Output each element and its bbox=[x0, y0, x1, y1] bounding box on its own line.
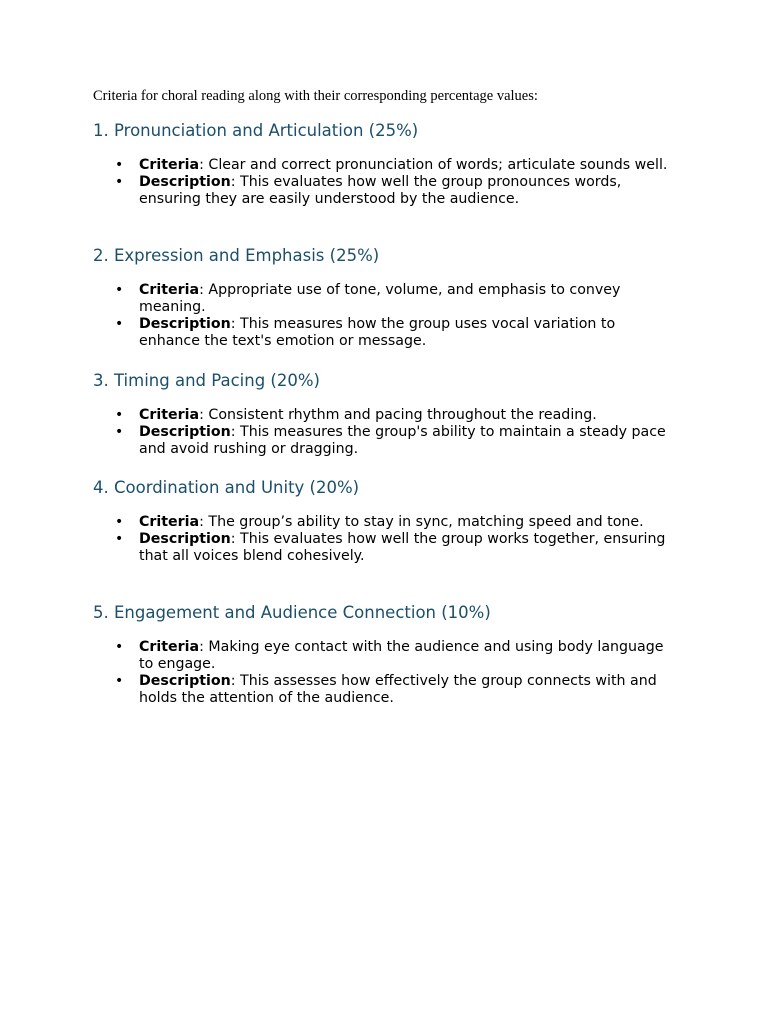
section-expression bbox=[93, 245, 693, 349]
bullet-list bbox=[93, 514, 693, 565]
list-item bbox=[93, 316, 679, 350]
bullet-icon: • bbox=[115, 282, 124, 298]
bullet-icon: • bbox=[115, 424, 124, 440]
bullet-text: : Appropriate use of tone, volume, and emphasis to convey meaning. bbox=[139, 282, 621, 315]
list-item bbox=[93, 174, 679, 208]
bullet-list bbox=[93, 639, 693, 707]
bullet-text: : The group’s ability to stay in sync, matching speed and tone. bbox=[199, 514, 644, 530]
bullet-list bbox=[93, 157, 693, 208]
bullet-text: : Consistent rhythm and pacing throughout the reading. bbox=[199, 407, 597, 423]
bullet-term: Criteria bbox=[139, 514, 200, 530]
bullet-term: Criteria bbox=[139, 282, 200, 298]
bullet-icon: • bbox=[115, 174, 124, 190]
bullet-text: : This measures the group's ability to maintain a steady pace and avoid rushing or dragging. bbox=[139, 424, 666, 457]
bullet-term: Description bbox=[139, 531, 231, 547]
bullet-icon: • bbox=[115, 673, 124, 689]
section-timing bbox=[93, 370, 693, 457]
list-item bbox=[93, 639, 679, 673]
list-item bbox=[93, 424, 679, 458]
bullet-term: Criteria bbox=[139, 407, 200, 423]
bullet-text: : This evaluates how well the group works together, ensuring that all voices blend cohesively. bbox=[139, 531, 666, 564]
list-item bbox=[93, 157, 679, 174]
bullet-term: Criteria bbox=[139, 639, 200, 655]
bullet-icon: • bbox=[115, 639, 124, 655]
bullet-text: : Making eye contact with the audience and using body language to engage. bbox=[139, 639, 664, 672]
list-item bbox=[93, 282, 679, 316]
section-heading: 4. Coordination and Unity (20%) bbox=[93, 478, 360, 497]
bullet-icon: • bbox=[115, 531, 124, 547]
bullet-term: Description bbox=[139, 174, 231, 190]
list-item bbox=[93, 531, 679, 565]
bullet-text: : This evaluates how well the group pronounces words, ensuring they are easily understood by the audience. bbox=[139, 174, 622, 207]
section-pronunciation bbox=[93, 120, 693, 207]
bullet-icon: • bbox=[115, 407, 124, 423]
bullet-icon: • bbox=[115, 316, 124, 332]
bullet-term: Description bbox=[139, 424, 231, 440]
section-engagement bbox=[93, 602, 693, 706]
section-heading: 3. Timing and Pacing (20%) bbox=[93, 371, 320, 390]
bullet-term: Description bbox=[139, 316, 231, 332]
bullet-term: Description bbox=[139, 673, 231, 689]
section-coordination bbox=[93, 477, 693, 564]
bullet-text: : Clear and correct pronunciation of words; articulate sounds well. bbox=[199, 157, 668, 173]
section-heading: 1. Pronunciation and Articulation (25%) bbox=[93, 121, 419, 140]
bullet-icon: • bbox=[115, 514, 124, 530]
bullet-text: : This assesses how effectively the group connects with and holds the attention of the audience. bbox=[139, 673, 657, 706]
bullet-list bbox=[93, 407, 693, 458]
section-heading: 2. Expression and Emphasis (25%) bbox=[93, 246, 380, 265]
bullet-term: Criteria bbox=[139, 157, 200, 173]
bullet-list bbox=[93, 282, 693, 350]
list-item bbox=[93, 673, 679, 707]
bullet-text: : This measures how the group uses vocal variation to enhance the text's emotion or message. bbox=[139, 316, 616, 349]
list-item bbox=[93, 514, 679, 531]
list-item bbox=[93, 407, 679, 424]
section-heading: 5. Engagement and Audience Connection (10%) bbox=[93, 603, 491, 622]
bullet-icon: • bbox=[115, 157, 124, 173]
intro-text: Criteria for choral reading along with their corresponding percentage values: bbox=[93, 88, 538, 104]
